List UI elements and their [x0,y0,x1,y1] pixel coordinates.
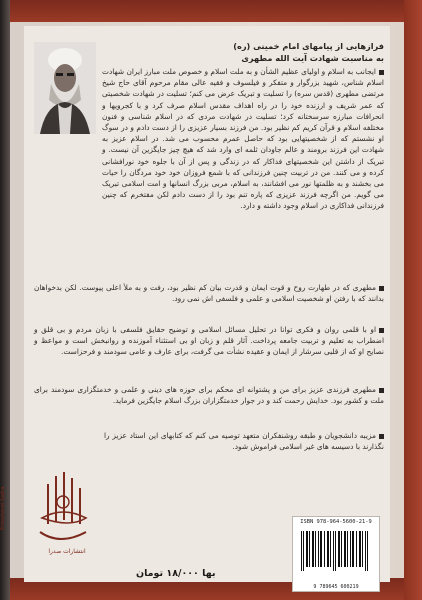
quote-intro [102,40,384,64]
paragraph-5 [104,430,384,452]
portrait-image [34,42,96,134]
right-border [404,0,422,600]
publisher-name: انتشارات صدرا [48,548,86,555]
barcode-number: 9 789645 600219 [313,584,359,590]
publisher-logo [30,462,96,554]
barcode-icon [299,529,373,581]
spine-credit: Entesharat Sadra [0,486,6,530]
paragraph-1-text: ایجانب به اسلام و اولیای عظیم الشأن و به ملت اسلام و خصوص ملت مبارز ایران شهادت اسلام شناس، شهید بزرگوار و متفکر و فیلسوف و فقیه عالی مقام مرحوم آقای حاج شیخ مرتضی مطهری (قدس سره) را تسلیت و تبریک عرض می کنم؛ تسلیت در شهادت شخصیتی که عمر شریف و ارزنده خود را در راه اهداف مقدس اسلام صرف کرد و با کجرویها و انحرافات مبارزه سرسختانه کرد؛ تسلیت در شهادت مردی که در اسلام شناسی و فنون مختلفه اسلام و قرآن کریم کم نظیر بود. من فرزند بسیار عزیزی را از دست دادم و در سوگ او نشستم که از شخصیتهایی بود که حاصل عمرم محسوب می شد. در اسلام عزیز به شهادت این فرزند برومند و عالم جاودان ثلمه ای وارد شد که هیچ چیز جایگزین آن نیست. و تبریک از داشتن این شخصیتهای فداکار که در زندگی و پس از آن با جلوه خود نورافشانی کرده و می کنند. من در تربیت چنین فرزندانی که با شمع فروزان خود خود مردگان را حیات می بخشند و به ظلمتها نور می افشانند، به اسلام، مربی بزرگ انسانها و امت اسلامی تبریک می گویم. من اگرچه فرزند عزیزی که پاره تنم بود را از دست دادم لکن مفتخرم که چنین فرزندانی فداکاری در اسلام وجود داشته و دارد. [102,67,384,211]
isbn-text: ISBN 978-964-5600-21-9 [300,519,372,525]
paragraph-3-text: او با قلمی روان و فکری توانا در تحلیل مسائل اسلامی و توضیح حقایق فلسفی با زبان مردم و بی قلق و اضطراب به تعلیم و تربیت جامعه پرداخت. آثار قلم و زبان او بی استثناء آموزنده و روانبخش است و مواعظ و نصایح او که از قلبی سرشار از ایمان و عقیده نشأت می گرفت، برای عارف و عامی سودمند و فرحزاست. [34,325,384,357]
author-portrait [34,42,96,134]
bullet-icon [379,286,384,291]
paragraph-3 [34,324,384,358]
quote-subtitle: به مناسبت شهادت آیت الله مطهری [241,53,384,63]
paragraph-4-text: مطهری فرزندی عزیز برای من و پشتوانه ای محکم برای حوزه های دینی و علمی و خدمتگزاری سودمند برای ملت و کشور بود. خدایش رحمت کند و در جوار خدمتگزاران بزرگ اسلام جایگزین فرماید. [34,385,384,406]
paragraph-2 [34,282,384,304]
bullet-icon [379,70,384,75]
quote-title: فرازهایی از پیامهای امام خمینی (ره) [233,41,384,51]
text-panel [24,26,390,590]
bullet-icon [379,434,384,439]
isbn-barcode-box [292,516,380,592]
paragraph-1 [102,66,384,212]
bullet-icon [379,388,384,393]
paragraph-5-text: مزیبه دانشجویان و طبقه روشنفکران متعهد توصیه می کنم که کتابهای این استاد عزیز را نگذارند با دسیسه های غیر اسلامی فراموش شود. [104,431,384,452]
price-label: بها ۱۸/۰۰۰ تومان [136,568,216,579]
paragraph-4 [34,384,384,406]
paragraph-2-text: مطهری که در طهارت روح و قوت ایمان و قدرت بیان کم نظیر بود، رفت و به ملأ اعلی پیوست. لکن بدخواهان بدانند که با رفتن او شخصیت اسلامی و علمی و فلسفی اش نمی رود. [34,283,384,304]
bullet-icon [379,328,384,333]
top-border [10,0,422,22]
